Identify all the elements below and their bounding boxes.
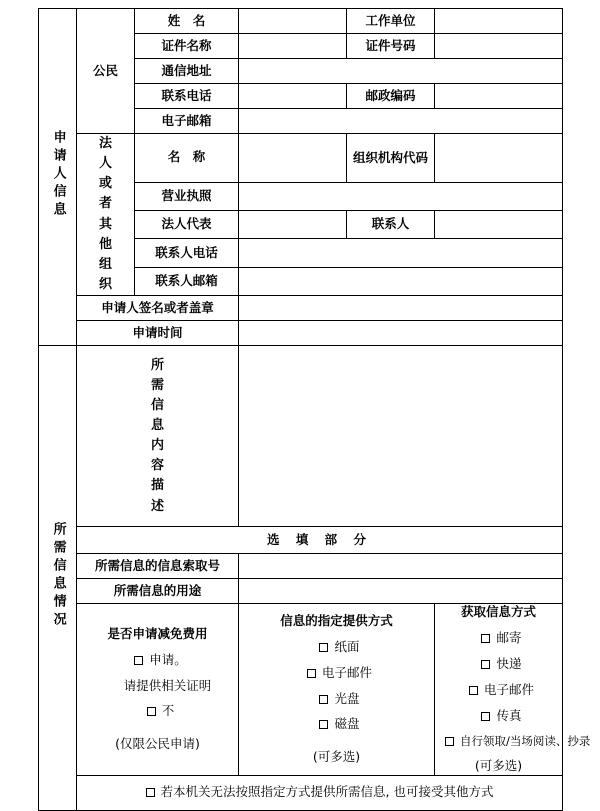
obtain-mode-option-post[interactable]: 邮寄 xyxy=(445,630,558,647)
checkbox-icon[interactable] xyxy=(319,695,328,704)
final-note-text: 若本机关无法按照指定方式提供所需信息, 也可接受其他方式 xyxy=(160,784,494,800)
fee-waiver-option-apply[interactable]: 申请。 xyxy=(87,652,234,669)
field-label-business-license: 营业执照 xyxy=(135,182,239,210)
field-label-email: 电子邮箱 xyxy=(135,109,239,134)
field-input-postcode[interactable] xyxy=(435,84,563,109)
checkbox-icon[interactable] xyxy=(445,737,454,746)
obtain-mode-option-express[interactable]: 快递 xyxy=(445,656,558,673)
table-row xyxy=(39,527,563,554)
form-sheet xyxy=(38,8,591,800)
checkbox-icon[interactable] xyxy=(319,720,328,729)
field-label-apply-time: 申请时间 xyxy=(77,321,239,346)
table-row xyxy=(39,346,563,527)
field-label-legal-rep: 法人代表 xyxy=(135,211,239,239)
checkbox-icon[interactable] xyxy=(134,656,143,665)
fee-waiver-option-no[interactable]: 不 xyxy=(87,703,234,720)
field-input-content-description[interactable] xyxy=(239,346,563,527)
obtain-mode-option-fax[interactable]: 传真 xyxy=(445,708,558,725)
field-input-email[interactable] xyxy=(239,109,563,134)
field-input-org-code[interactable] xyxy=(435,134,563,183)
table-row xyxy=(39,9,563,34)
fee-waiver-footnote: (仅限公民申请) xyxy=(115,736,200,752)
field-label-contact-email: 联系人邮箱 xyxy=(135,267,239,295)
table-row xyxy=(39,321,563,346)
optional-section-title: 选 填 部 分 xyxy=(77,527,563,554)
checkbox-icon[interactable] xyxy=(307,669,316,678)
field-label-signature: 申请人签名或者盖章 xyxy=(77,296,239,321)
provide-mode-title: 信息的指定提供方式 xyxy=(280,612,393,628)
obtain-mode-option-self-pickup[interactable]: 自行领取/当场阅读、抄录 xyxy=(445,734,558,750)
field-input-contact-phone[interactable] xyxy=(239,239,563,267)
field-input-id-type[interactable] xyxy=(239,34,347,59)
field-label-name: 姓 名 xyxy=(135,9,239,34)
field-label-address: 通信地址 xyxy=(135,59,239,84)
field-label-purpose: 所需信息的用途 xyxy=(77,579,239,604)
field-label-work-unit: 工作单位 xyxy=(347,9,435,34)
section-label-applicant-info xyxy=(39,9,77,346)
field-input-signature[interactable] xyxy=(239,296,563,321)
table-row xyxy=(39,604,563,776)
provide-mode-option-cd[interactable]: 光盘 xyxy=(249,691,430,708)
field-input-index-number[interactable] xyxy=(239,554,563,579)
table-row xyxy=(39,775,563,810)
field-input-business-license[interactable] xyxy=(239,182,563,210)
field-label-content-description: 所需信息内容描述 xyxy=(77,346,239,527)
checkbox-icon[interactable] xyxy=(146,788,155,797)
field-input-legal-rep[interactable] xyxy=(239,211,347,239)
provide-mode-group xyxy=(239,604,435,776)
checkbox-icon[interactable] xyxy=(319,643,328,652)
checkbox-icon[interactable] xyxy=(147,707,156,716)
field-input-purpose[interactable] xyxy=(239,579,563,604)
fee-waiver-title: 是否申请减免费用 xyxy=(107,625,208,641)
field-input-contact-email[interactable] xyxy=(239,267,563,295)
section-label-requested-info xyxy=(39,346,77,811)
field-label-contact: 联系人 xyxy=(347,211,435,239)
provide-mode-option-disk[interactable]: 磁盘 xyxy=(249,716,430,733)
table-row xyxy=(39,134,563,183)
field-input-work-unit[interactable] xyxy=(435,9,563,34)
field-label-org-code: 组织机构代码 xyxy=(347,134,435,183)
field-label-entity-name: 名 称 xyxy=(135,134,239,183)
field-label-postcode: 邮政编码 xyxy=(347,84,435,109)
table-row xyxy=(39,554,563,579)
fee-waiver-group xyxy=(77,604,239,776)
checkbox-icon[interactable] xyxy=(481,712,490,721)
field-label-id-number: 证件号码 xyxy=(347,34,435,59)
field-label-id-type: 证件名称 xyxy=(135,34,239,59)
field-input-name[interactable] xyxy=(239,9,347,34)
group-label-citizen: 公民 xyxy=(77,9,135,134)
group-label-legal-entity: 法人或者其他组织 xyxy=(77,134,135,296)
section-label-applicant-info-text: 申请人信息 xyxy=(50,129,66,220)
field-input-apply-time[interactable] xyxy=(239,321,563,346)
field-label-index-number: 所需信息的信息索取号 xyxy=(77,554,239,579)
checkbox-icon[interactable] xyxy=(481,660,490,669)
section-label-requested-info-text: 所需信息情况 xyxy=(50,521,66,630)
table-row xyxy=(39,296,563,321)
field-input-entity-name[interactable] xyxy=(239,134,347,183)
final-note-row[interactable] xyxy=(77,775,563,810)
table-row xyxy=(39,579,563,604)
information-request-form xyxy=(38,8,591,811)
fee-waiver-subnote: 请提供相关证明 xyxy=(123,677,212,693)
field-label-phone: 联系电话 xyxy=(135,84,239,109)
obtain-mode-title: 获取信息方式 xyxy=(460,604,536,620)
field-input-phone[interactable] xyxy=(239,84,347,109)
field-input-contact[interactable] xyxy=(435,211,563,239)
provide-mode-option-email[interactable]: 电子邮件 xyxy=(249,665,430,682)
provide-mode-footnote: (可多选) xyxy=(312,749,361,765)
provide-mode-option-paper[interactable]: 纸面 xyxy=(249,639,430,656)
checkbox-icon[interactable] xyxy=(469,686,478,695)
obtain-mode-group xyxy=(435,604,591,776)
obtain-mode-footnote: (可多选) xyxy=(474,758,523,774)
field-input-id-number[interactable] xyxy=(435,34,563,59)
field-input-address[interactable] xyxy=(239,59,563,84)
checkbox-icon[interactable] xyxy=(481,634,490,643)
field-label-contact-phone: 联系人电话 xyxy=(135,239,239,267)
obtain-mode-option-email[interactable]: 电子邮件 xyxy=(445,682,558,699)
